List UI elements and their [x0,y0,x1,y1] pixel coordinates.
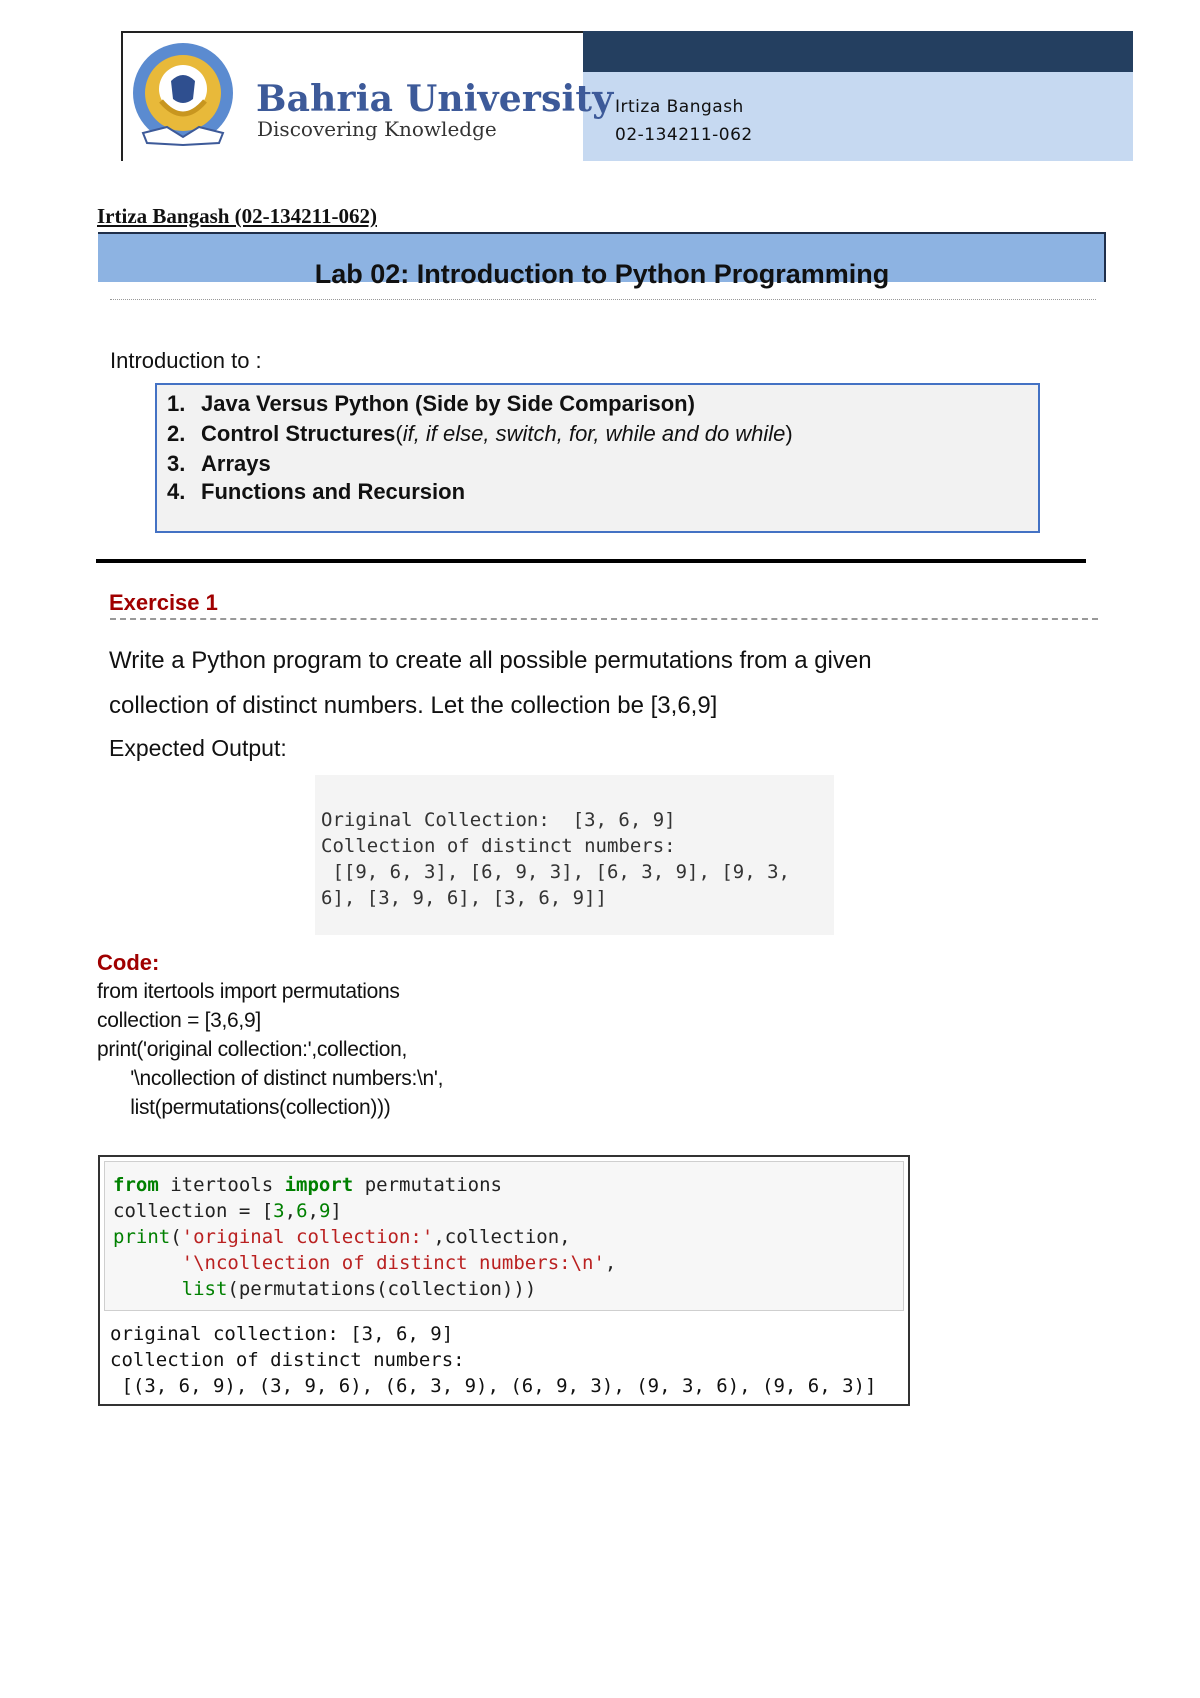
code-text: collection = [ [113,1200,274,1222]
notebook-code-line [113,1226,571,1248]
topic-text: Arrays [201,451,271,476]
code-string: 'original collection:' [181,1226,434,1248]
code-text: , [307,1200,319,1222]
code-text: (permutations(collection))) [227,1278,537,1300]
exercise-title: Exercise 1 [109,590,218,615]
notebook-code-line [113,1200,342,1222]
expected-output-label: Expected Output: [109,735,287,761]
code-text: itertools [158,1174,285,1196]
code-builtin: list [181,1278,228,1300]
code-text: ,collection, [433,1226,571,1248]
topics-box [155,383,1040,533]
expected-output-line: Original Collection: [3, 6, 9] [321,809,676,831]
notebook-input-cell [104,1161,904,1311]
code-indent [113,1252,182,1274]
code-builtin: print [113,1226,171,1248]
code-text: , [604,1252,617,1274]
code-text: ] [330,1200,342,1222]
exercise-description-line: Write a Python program to create all possible permutations from a given [109,647,872,674]
topic-item [167,479,465,505]
university-tagline: Discovering Knowledge [257,117,497,141]
expected-output-line: Collection of distinct numbers: [321,835,676,857]
code-keyword: from [113,1174,159,1196]
topic-number: 4. [167,479,186,504]
code-number: 3 [273,1200,285,1222]
header-info-panel [583,72,1133,161]
code-line: from itertools import permutations [97,980,400,1003]
intro-label: Introduction to : [110,348,262,373]
topic-paren: ) [785,421,793,446]
code-line: '\ncollection of distinct numbers:\n', [97,1067,444,1090]
notebook-code-line [113,1252,616,1274]
notebook-output-line: original collection: [3, 6, 9] [110,1323,454,1345]
code-heading: Code: [97,950,160,975]
topic-text: Java Versus Python (Side by Side Comparison) [201,391,695,416]
lab-title: Lab 02: Introduction to Python Programming [314,259,890,289]
header-student-name: Irtiza Bangash [615,97,744,117]
expected-output-line: 6], [3, 9, 6], [3, 6, 9]] [321,887,607,909]
code-keyword: import [284,1174,354,1196]
university-seal-icon [131,41,236,151]
topic-italic-text: if, if else, switch, for, while and do while [402,421,786,446]
topic-number: 1. [167,391,186,416]
code-number: 6 [296,1200,308,1222]
author-line: Irtiza Bangash (02-134211-062) [97,204,377,228]
code-string: '\ncollection of distinct numbers:\n' [181,1252,605,1274]
topic-number: 2. [167,421,186,446]
code-number: 9 [318,1200,331,1222]
code-text: permutations [353,1174,502,1196]
topic-text: Functions and Recursion [201,479,466,504]
code-line: print('original collection:',collection, [97,1038,408,1061]
code-line: list(permutations(collection))) [97,1096,391,1119]
code-text: , [284,1200,297,1222]
topic-paren: ( [395,421,403,446]
expected-output-line: [[9, 6, 3], [6, 9, 3], [6, 3, 9], [9, 3, [321,861,790,883]
topic-text: Control Structures [201,421,396,446]
section-divider [96,559,1086,563]
topic-number: 3. [167,451,186,476]
notebook-output-line: [(3, 6, 9), (3, 9, 6), (6, 3, 9), (6, 9, 3), (9, 3, 6), (9, 6, 3)] [110,1375,877,1397]
notebook-output-line: collection of distinct numbers: [110,1349,465,1371]
expected-output-box [315,775,834,935]
code-text: ( [170,1226,182,1248]
topic-item [167,421,793,447]
topic-item [167,451,271,477]
code-line: collection = [3,6,9] [97,1009,261,1032]
header-dark-band [583,31,1133,72]
notebook-code-line [113,1174,502,1196]
notebook-cell [98,1155,910,1406]
header-student-id: 02-134211-062 [615,125,753,145]
dashed-divider [110,618,1098,620]
topic-item [167,391,695,417]
notebook-code-line [113,1278,536,1300]
exercise-description-line: collection of distinct numbers. Let the collection be [3,6,9] [109,692,718,719]
dotted-divider [110,299,1096,300]
university-name: Bahria University [256,78,614,120]
code-indent [113,1278,182,1300]
